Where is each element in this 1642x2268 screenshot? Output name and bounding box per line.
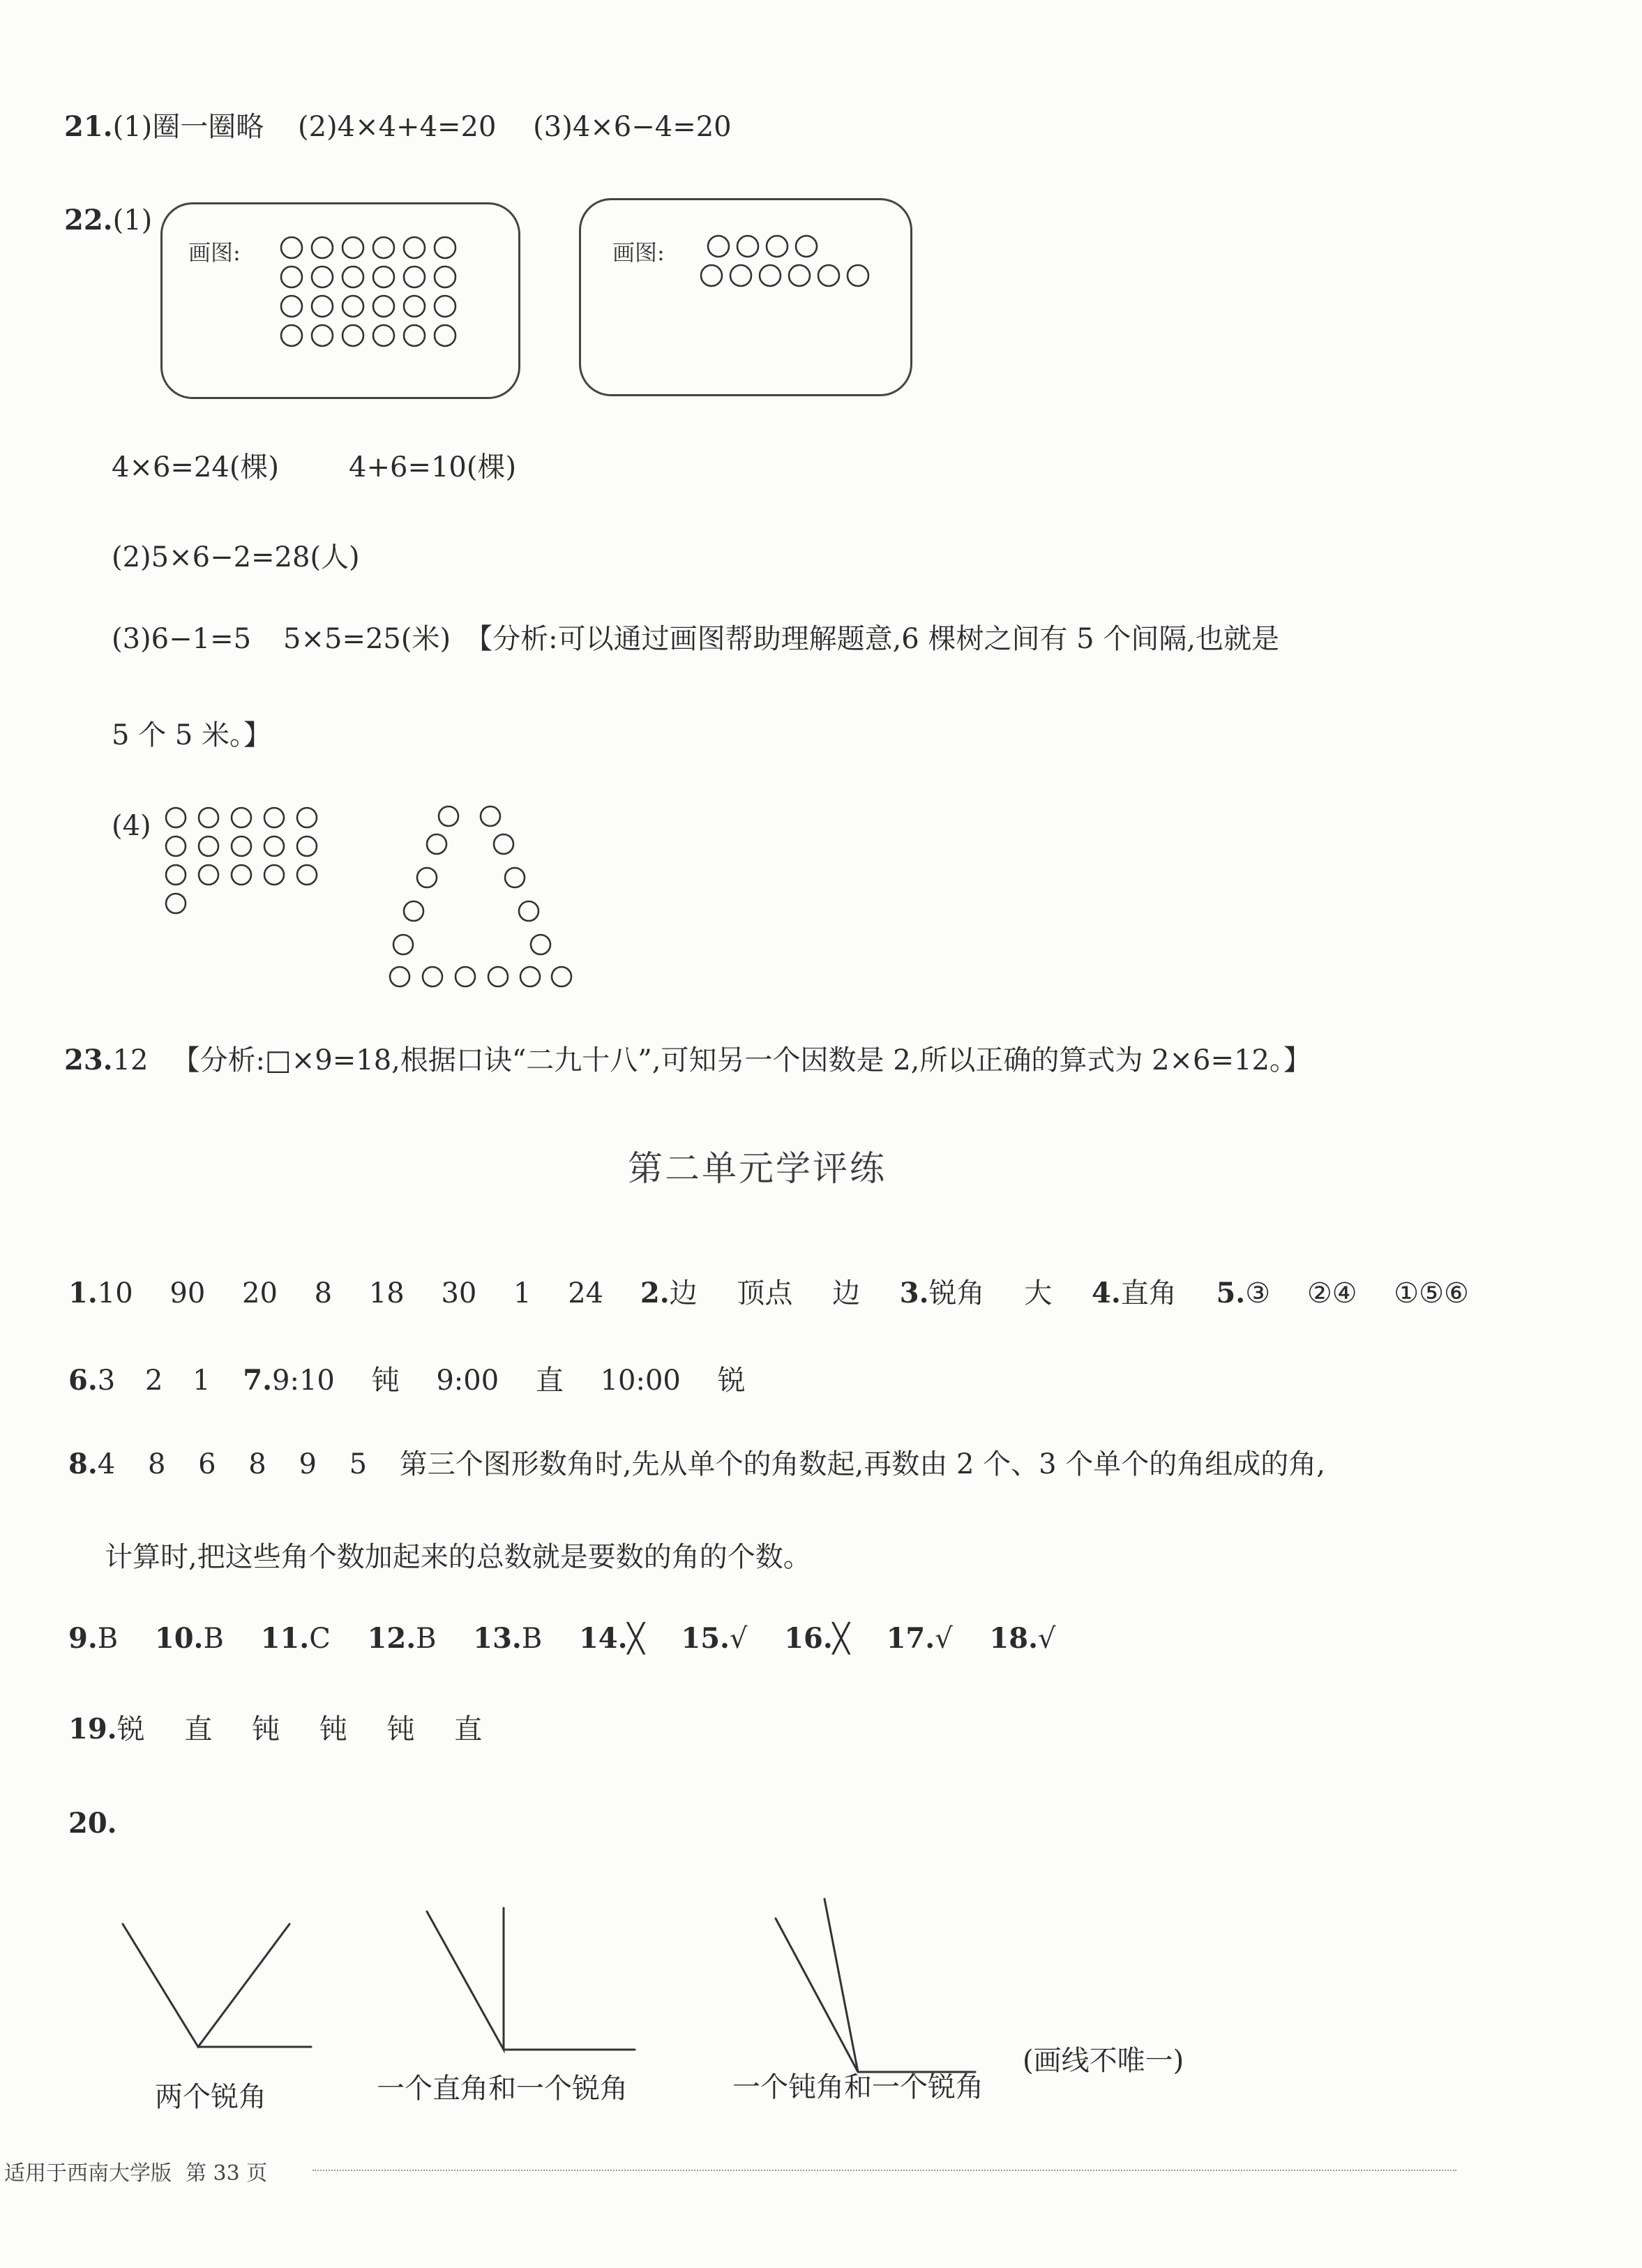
q7-answer: 钝 [371,1365,400,1397]
question-number: 19. [68,1713,117,1745]
question-number: 15. [681,1622,730,1655]
section-title: 第二单元学评练 [628,1148,887,1189]
q1-answer: 18 [368,1277,405,1309]
question-number: 6. [68,1364,98,1397]
q5-answer: ③ [1245,1277,1271,1309]
q22-part4-label: (4) [112,810,151,842]
question-number: 4. [1091,1277,1121,1309]
draw-label-right: 画图: [612,239,665,266]
q7-answer: 直 [535,1365,564,1397]
q23-answer: 12 [112,1044,149,1076]
q22-part3-line2: 5 个 5 米。】 [112,719,272,751]
q21-part3: (3)4×6−4=20 [533,111,732,143]
q6-answer: 3 [97,1365,116,1397]
q1-answer: 90 [170,1277,206,1309]
footer-divider [312,2170,1456,2171]
q17-answer: √ [935,1623,953,1655]
q8-answer: 6 [198,1448,216,1480]
q21-part1: (1)圈一圈略 [112,111,264,143]
q1-answer: 1 [513,1277,532,1309]
q1-answer: 30 [441,1277,477,1309]
q19-answer: 直 [454,1713,483,1745]
q8-answer: 4 [97,1448,116,1480]
q6-answer: 2 [144,1365,163,1397]
angle-figure-1 [123,1924,289,2047]
q8-answer: 8 [248,1448,266,1480]
q7-answer: 10:00 [600,1365,681,1397]
q2-answer: 顶点 [737,1277,793,1309]
question-number: 20. [68,1807,117,1840]
question-number: 13. [473,1622,522,1655]
q21-part2: (2)4×4+4=20 [297,111,497,143]
question-number: 12. [367,1622,416,1655]
question-number: 8. [68,1448,98,1480]
q22-part1: (1) [112,204,153,236]
q13-answer: B [521,1623,543,1655]
page-number: 第 33 页 [186,2161,268,2186]
q18-answer: √ [1038,1623,1056,1655]
q16-answer: ╳ [832,1623,850,1655]
question-number: 7. [243,1364,273,1397]
q6-answer: 1 [193,1365,211,1397]
question-number: 14. [578,1622,628,1655]
q23-analysis: 【分析:□×9=18,根据口诀“二九十八”,可知另一个因数是 2,所以正确的算式为 2×6=12。】 [172,1044,1311,1076]
q1-answer: 10 [97,1277,133,1309]
q2-answer: 边 [832,1277,861,1309]
q10-answer: B [203,1623,224,1655]
question-number: 22. [64,204,113,236]
footer [4,2156,267,2186]
angle-figure-3 [776,1899,858,2072]
question-number: 2. [640,1277,670,1309]
q5-answer: ②④ [1306,1277,1357,1309]
q1-answer: 8 [314,1277,333,1309]
q22-eq1: 4×6=24(棵) [112,451,280,483]
q19-answer: 钝 [386,1713,415,1745]
question-number: 9. [68,1622,98,1655]
angle-figure-2 [427,1908,504,2050]
angle-caption-3: 一个钝角和一个锐角 [732,2071,984,2103]
question-number: 1. [68,1277,98,1309]
q3-answer: 锐角 [928,1277,985,1309]
angle-note: (画线不唯一) [1023,2045,1184,2077]
question-number: 18. [989,1622,1038,1655]
q12-answer: B [416,1623,437,1655]
q22-part3-eq2: 5×5=25(米) [283,623,451,655]
question-number: 23. [64,1044,113,1076]
q14-answer: ╳ [627,1623,645,1655]
q3-answer: 大 [1024,1277,1053,1309]
question-number: 16. [784,1622,833,1655]
q5-answer: ①⑤⑥ [1394,1277,1469,1309]
q11-answer: C [309,1623,331,1655]
q22-part3-eq1: (3)6−1=5 [112,623,252,655]
q1-answer: 24 [568,1277,604,1309]
q19-answer: 直 [184,1713,213,1745]
angle-caption-2: 一个直角和一个锐角 [377,2073,628,2105]
q19-answer: 钝 [319,1713,347,1745]
question-number: 21. [64,110,113,143]
footer-edition: 适用于西南大学版 [4,2161,172,2186]
q8-explanation: 第三个图形数角时,先从单个的角数起,再数由 2 个、3 个单个的角组成的角, [399,1448,1325,1480]
q22-part3-analysis: 【分析:可以通过画图帮助理解题意,6 棵树之间有 5 个间隔,也就是 [465,623,1280,655]
q2-answer: 边 [669,1277,698,1309]
q8-answer: 9 [299,1448,317,1480]
q22-eq2: 4+6=10(棵) [349,451,517,483]
question-number: 11. [260,1622,310,1655]
draw-label-left: 画图: [188,239,241,266]
q8-line2: 计算时,把这些角个数加起来的总数就是要数的角的个数。 [105,1541,811,1573]
q4-answer: 直角 [1120,1277,1177,1309]
q8-answer: 5 [349,1448,368,1480]
angle-caption-1: 两个锐角 [155,2081,266,2113]
q19-answer: 钝 [252,1713,280,1745]
q7-answer: 9:00 [436,1365,499,1397]
q9-answer: B [97,1623,119,1655]
q22-part2: (2)5×6−2=28(人) [112,541,360,573]
q7-answer: 9:10 [272,1365,335,1397]
q19-answer: 锐 [116,1713,145,1745]
q15-answer: √ [729,1623,748,1655]
question-number: 3. [899,1277,929,1309]
question-number: 17. [886,1622,935,1655]
q7-answer: 锐 [717,1365,746,1397]
q8-answer: 8 [147,1448,166,1480]
q1-answer: 20 [242,1277,278,1309]
question-number: 10. [154,1622,204,1655]
question-number: 5. [1216,1277,1246,1309]
